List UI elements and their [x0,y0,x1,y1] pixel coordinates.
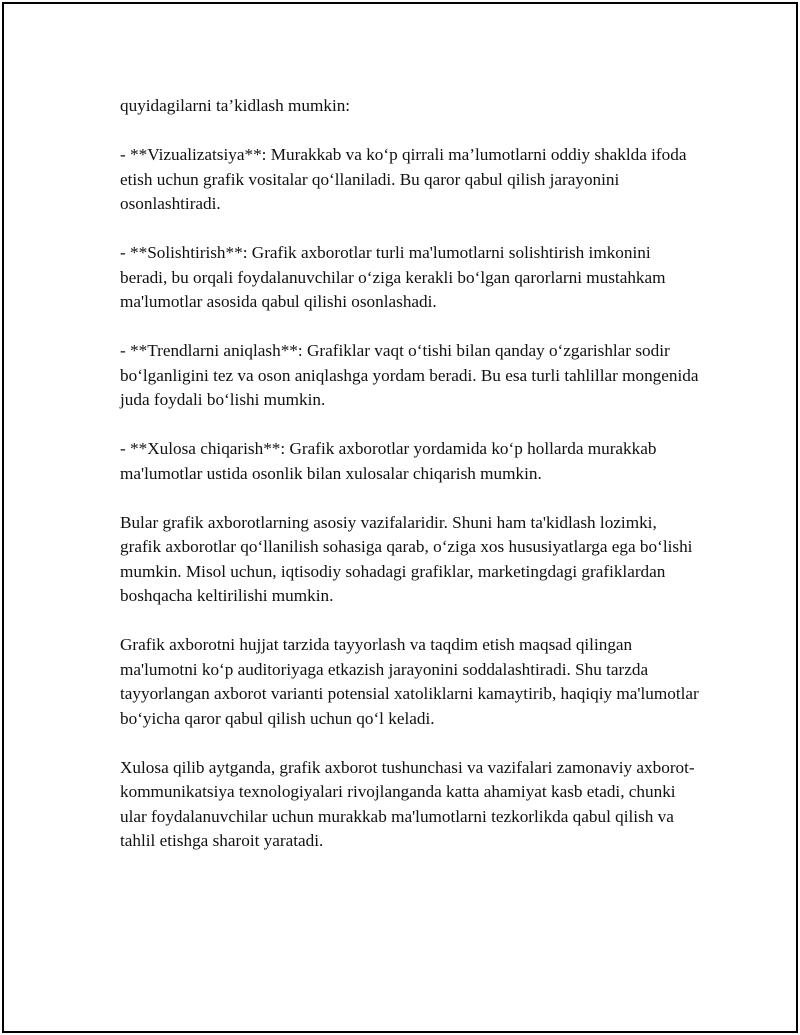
paragraph-conclusion: Xulosa qilib aytganda, grafik axborot tushunchasi va vazifalari zamonaviy axborot-kommunikatsiya texnologiyalari rivojlanganda katta ahamiyat kasb etadi, chunki ular foydalanuvchilar uchun murakkab ma'lumotlarni tezkorlikda qabul qilish va tahlil etishga sharoit yaratadi. [120,757,695,850]
document-page [2,2,798,1033]
list-item-vizualizatsiya: - **Vizualizatsiya**: Murakkab va ko‘p qirrali ma’lumotlarni oddiy shaklda ifoda etish uchun grafik vositalar qo‘llaniladi. Bu qaror qabul qilish jarayonini osonlashtiradi. [120,145,687,213]
paragraph-hujjat: Grafik axborotni hujjat tarzida tayyorlash va taqdim etish maqsad qilingan ma'lumotni ko‘p auditoriyaga etkazish jarayonini soddalashtiradi. Shu tarzda tayyorlangan axborot varianti potensial xatoliklarni kamaytirib, haqiqiy ma'lumotlar bo‘yicha qaror qabul qilish uchun qo‘l keladi. [120,635,699,728]
list-item-xulosa-chiqarish: - **Xulosa chiqarish**: Grafik axborotlar yordamida ko‘p hollarda murakkab ma'lumotlar ustida osonlik bilan xulosalar chiqarish mumkin. [120,439,657,483]
list-item-trendlarni-aniqlash: - **Trendlarni aniqlash**: Grafiklar vaqt o‘tishi bilan qanday o‘zgarishlar sodir bo‘lganligini tez va oson aniqlashga yordam beradi. Bu esa turli tahlillar mongenida juda foydali bo‘lishi mumkin. [120,341,699,409]
paragraph-vazifalar: Bular grafik axborotlarning asosiy vazifalaridir. Shuni ham ta'kidlash lozimki, grafik axborotlar qo‘llanilish sohasiga qarab, o‘ziga xos hususiyatlarga ega bo‘lishi mumkin. Misol uchun, iqtisodiy sohadagi grafiklar, marketingdagi grafiklardan boshqacha keltirilishi mumkin. [120,512,693,605]
list-item-solishtirish: - **Solishtirish**: Grafik axborotlar turli ma'lumotlarni solishtirish imkonini beradi, bu orqali foydalanuvchilar o‘ziga kerakli bo‘lgan qarorlarni mustahkam ma'lumotlar asosida qabul qilishi osonlashadi. [120,243,666,311]
paragraph-intro: quyidagilarni ta’kidlash mumkin: [120,96,351,115]
document-body [120,94,700,878]
